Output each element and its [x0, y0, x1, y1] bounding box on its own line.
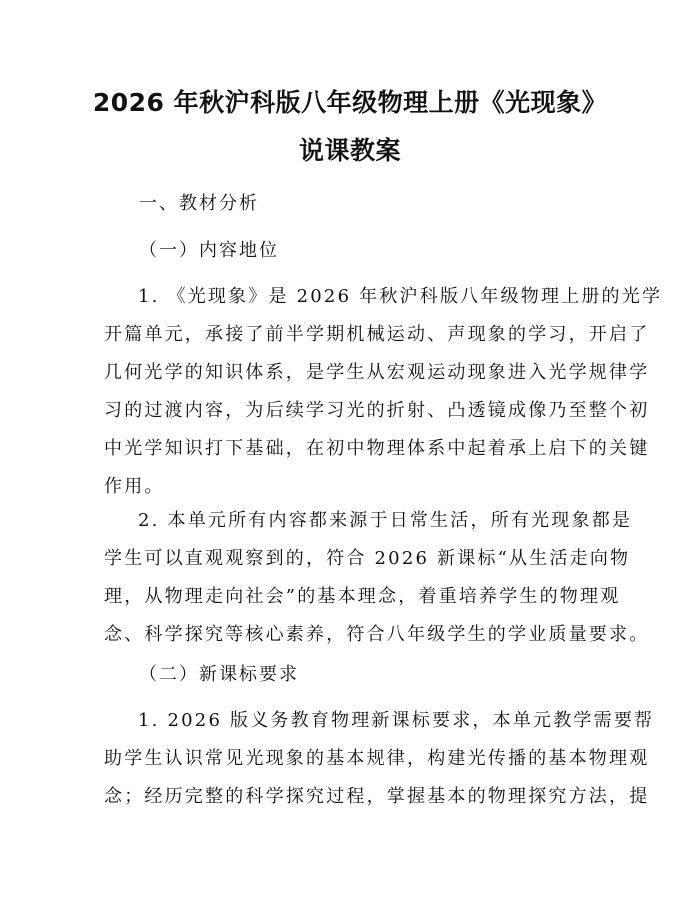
paragraph-line: 开篇单元，承接了前半学期机械运动、声现象的学习，开启了: [104, 324, 650, 345]
paragraph-line: 1. 《光现象》是 2026 年秋沪科版八年级物理上册的光学: [138, 286, 663, 307]
subsection-heading-content-position: （一）内容地位: [139, 240, 279, 261]
paragraph-curriculum-requirements-1: [104, 702, 655, 816]
paragraph-line: 助学生认识常见光现象的基本规律，构建光传播的基本物理观: [104, 748, 650, 769]
paragraph-content-position-1: [104, 278, 663, 506]
paragraph-line: 理，从物理走向社会”的基本理念，着重培养学生的物理观: [104, 586, 621, 607]
paragraph-line: 念、科学探究等核心素养，符合八年级学生的学业质量要求。: [104, 624, 650, 645]
paragraph-line: 中光学知识打下基础，在初中物理体系中起着承上启下的关键: [104, 438, 650, 459]
subsection-heading-curriculum-requirements: （二）新课标要求: [139, 664, 299, 685]
paragraph-line: 1. 2026 版义务教育物理新课标要求，本单元教学需要帮: [138, 710, 655, 731]
paragraph-line: 几何光学的知识体系，是学生从宏观运动现象进入光学规律学: [104, 362, 650, 383]
document-title-line-1: 2026 年秋沪科版八年级物理上册《光现象》: [92, 88, 608, 117]
paragraph-line: 学生可以直观观察到的，符合 2026 新课标“从生活走向物: [104, 548, 631, 569]
paragraph-line: 念；经历完整的科学探究过程，掌握基本的物理探究方法，提: [104, 786, 650, 807]
paragraph-line: 作用。: [104, 476, 165, 497]
paragraph-content-position-2: [104, 502, 650, 654]
paragraph-line: 习的过渡内容，为后续学习光的折射、凸透镜成像乃至整个初: [104, 400, 650, 421]
section-heading-textbook-analysis: 一、教材分析: [139, 193, 259, 214]
document-title-line-2: 说课教案: [298, 136, 401, 165]
paragraph-line: 2. 本单元所有内容都来源于日常生活，所有光现象都是: [138, 510, 633, 531]
